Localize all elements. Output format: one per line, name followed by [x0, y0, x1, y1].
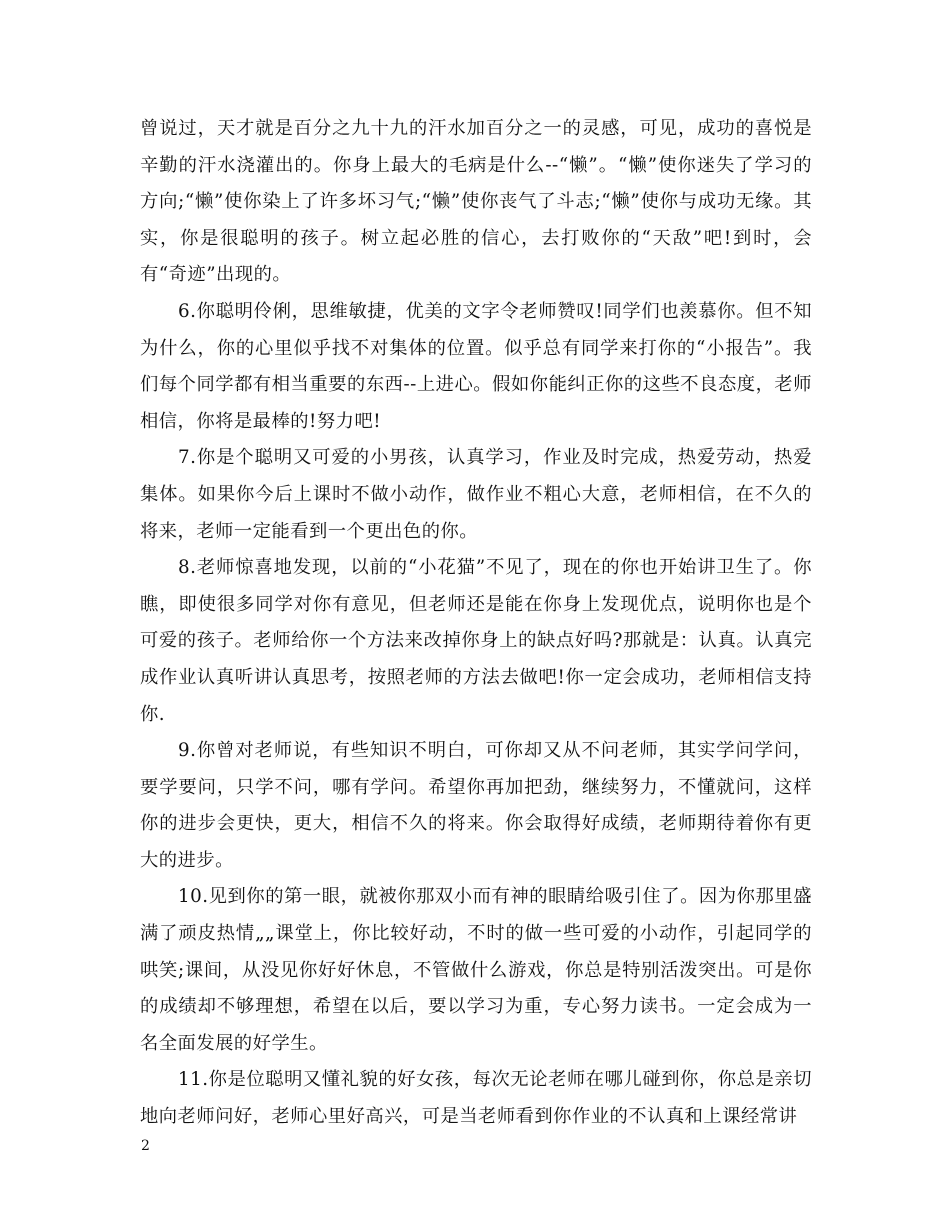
paragraph-item-9: 9.你曾对老师说，有些知识不明白，可你却又从不问老师，其实学问学问，要学要问，只学不问，哪有学问。希望你再加把劲，继续努力，不懂就问，这样你的进步会更快，更大，相信不久的将来。你会取得好成绩，老师期待着你有更大的进步。 — [140, 740, 812, 871]
paragraph-item-8: 8.老师惊喜地发现，以前的“小花猫”不见了，现在的你也开始讲卫生了。你瞧，即使很多同学对你有意见，但老师还是能在你身上发现优点，说明你也是个可爱的孩子。老师给你一个方法来改掉你身上的缺点好吗?那就是：认真。认真完成作业认真听讲认真思考，按照老师的方法去做吧!你一定会成功，老师相信支持你. — [140, 557, 812, 725]
document-body — [140, 111, 812, 1136]
paragraph-item-7: 7.你是个聪明又可爱的小男孩，认真学习，作业及时完成，热爱劳动，热爱集体。如果你今后上课时不做小动作，做作业不粗心大意，老师相信，在不久的将来，老师一定能看到一个更出色的你。 — [140, 447, 812, 542]
paragraph-item-11: 11.你是位聪明又懂礼貌的好女孩，每次无论老师在哪儿碰到你，你总是亲切地向老师问好，老师心里好高兴，可是当老师看到你作业的不认真和上课经常讲 — [140, 1069, 812, 1128]
paragraph-continuation: 曾说过，天才就是百分之九十九的汗水加百分之一的灵感，可见，成功的喜悦是辛勤的汗水浇灌出的。你身上最大的毛病是什么--“懒”。“懒”使你迷失了学习的方向;“懒”使你染上了许多坏习气;“懒”使你丧气了斗志;“懒”使你与成功无缘。其实，你是很聪明的孩子。树立起必胜的信心，去打败你的“天敌”吧!到时，会有“奇迹”出现的。 — [140, 118, 812, 286]
paragraph-item-6: 6.你聪明伶俐，思维敏捷，优美的文字令老师赞叹!同学们也羡慕你。但不知为什么，你的心里似乎找不对集体的位置。似乎总有同学来打你的“小报告”。我们每个同学都有相当重要的东西--上进心。假如你能纠正你的这些不良态度，老师相信，你将是最棒的!努力吧! — [140, 300, 812, 432]
page-number: 2 — [141, 1138, 150, 1154]
paragraph-item-10: 10.见到你的第一眼，就被你那双小而有神的眼睛给吸引住了。因为你那里盛满了顽皮热情„„课堂上，你比较好动，不时的做一些可爱的小动作，引起同学的哄笑;课间，从没见你好好休息，不管做什么游戏，你总是特别活泼突出。可是你的成绩却不够理想，希望在以后，要以学习为重，专心努力读书。一定会成为一名全面发展的好学生。 — [140, 886, 812, 1054]
